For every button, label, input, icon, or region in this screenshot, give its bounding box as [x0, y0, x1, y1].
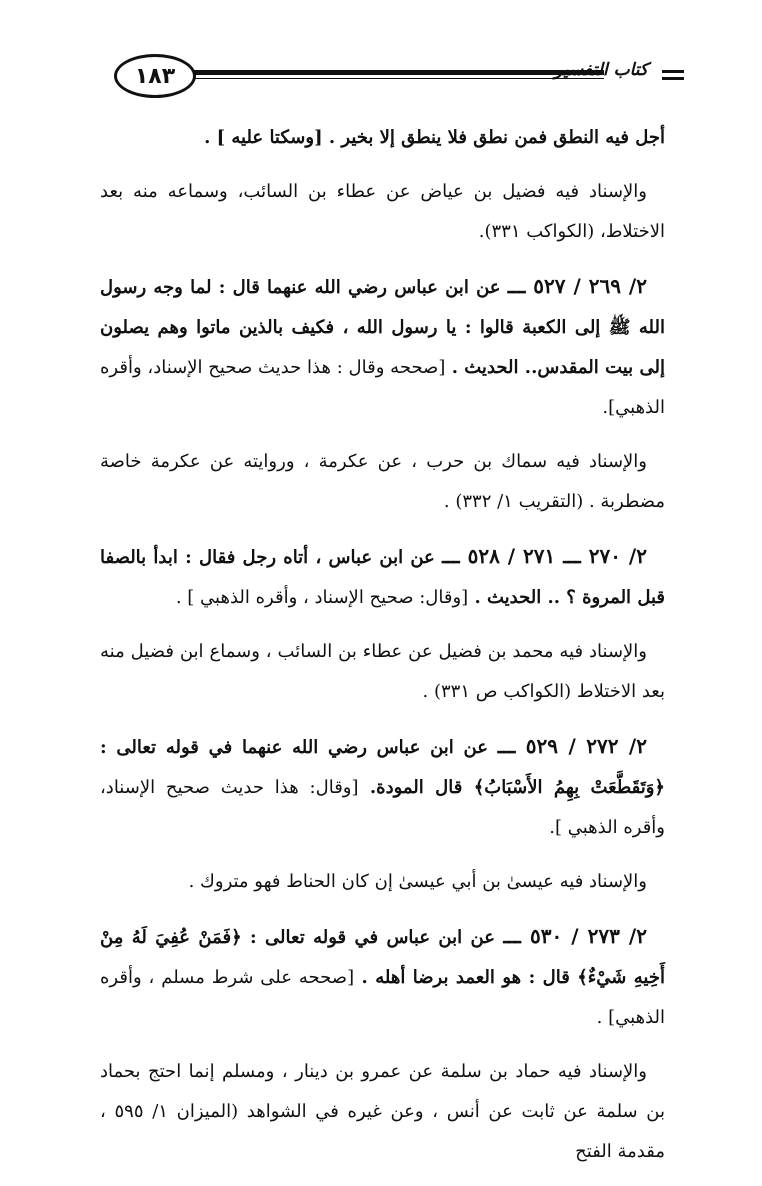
header-rule-thin [186, 78, 604, 79]
paragraph [100, 632, 665, 712]
hadith-note: [وقال: هذا حديث صحيح الإسناد، وأقره الذهبي ]. [100, 777, 665, 838]
book-title: كتاب التفسير [554, 60, 648, 80]
hadith-entry [100, 916, 665, 1038]
paragraph-text: أجل فيه النطق فمن نطق فلا ينطق إلا بخير . [وسكتا عليه ] . [204, 127, 665, 148]
paragraph-text: والإسناد فيه محمد بن فضيل عن عطاء بن السائب ، وسماع ابن فضيل منه بعد الاختلاط (الكواكب ص ٣٣١) . [100, 641, 665, 702]
hadith-text: عن ابن عباس ، أتاه رجل فقال : ابدأ بالصفا قبل المروة ؟ .. الحديث . [100, 547, 665, 608]
hadith-number: ٢/ ٢٧٠ ـــ ٢٧١ / ٥٢٨ ـــ [442, 544, 647, 568]
hadith-note: [صححه وقال : هذا حديث صحيح الإسناد، وأقره الذهبي]. [100, 357, 665, 418]
paragraph [100, 1052, 665, 1172]
paragraph-text: والإسناد فيه فضيل بن عياض عن عطاء بن السائب، وسماعه منه بعد الاختلاط، (الكواكب ٣٣١). [100, 181, 665, 242]
paragraph-text: والإسناد فيه سماك بن حرب ، عن عكرمة ، وروايته عن عكرمة خاصة مضطربة . (التقريب ١/ ٣٣٢) . [100, 451, 665, 512]
hadith-text: عن ابن عباس رضي الله عنهما في قوله تعالى : ﴿وَتَقَطَّعَتْ بِهِمُ الأَسْبَابُ﴾ قال المودة. [100, 737, 665, 798]
hadith-entry [100, 266, 665, 428]
page-header [96, 48, 696, 106]
paragraph-text: والإسناد فيه حماد بن سلمة عن عمرو بن دينار ، ومسلم إنما احتج بحماد بن سلمة عن ثابت عن أنس ، وعن غيره في الشواهد (الميزان ١/ ٥٩٥ ، مقدمة الفتح [100, 1061, 665, 1162]
paragraph [100, 118, 665, 158]
hadith-note: [صححه على شرط مسلم ، وأقره الذهبي] . [100, 967, 665, 1028]
page-body [100, 118, 665, 1186]
header-ornament [662, 70, 684, 84]
hadith-number: ٢/ ٢٦٩ / ٥٢٧ ـــ [507, 274, 647, 298]
hadith-number: ٢/ ٢٧٣ / ٥٣٠ ـــ [503, 924, 647, 948]
paragraph [100, 862, 665, 902]
hadith-text: عن ابن عباس في قوله تعالى : ﴿فَمَنْ عُفِيَ لَهُ مِنْ أَخِيهِ شَيْءٌ﴾ قال : هو العمد برضا أهله . [100, 927, 665, 988]
page-number: ١٨٣ [114, 54, 196, 98]
paragraph [100, 172, 665, 252]
hadith-entry [100, 726, 665, 848]
hadith-note: [وقال: صحيح الإسناد ، وأقره الذهبي ] . [175, 587, 469, 608]
paragraph-text: والإسناد فيه عيسىٰ بن أبي عيسىٰ إن كان الحناط فهو متروك . [188, 871, 647, 892]
hadith-number: ٢/ ٢٧٢ / ٥٢٩ ـــ [497, 734, 647, 758]
hadith-text: عن ابن عباس رضي الله عنهما قال : لما وجه رسول الله ﷺ إلى الكعبة قالوا : يا رسول الله ، فكيف بالذين ماتوا وهم يصلون إلى بيت المقدس.. الحديث . [100, 277, 665, 378]
hadith-entry [100, 536, 665, 618]
header-rule [186, 70, 604, 75]
paragraph [100, 442, 665, 522]
